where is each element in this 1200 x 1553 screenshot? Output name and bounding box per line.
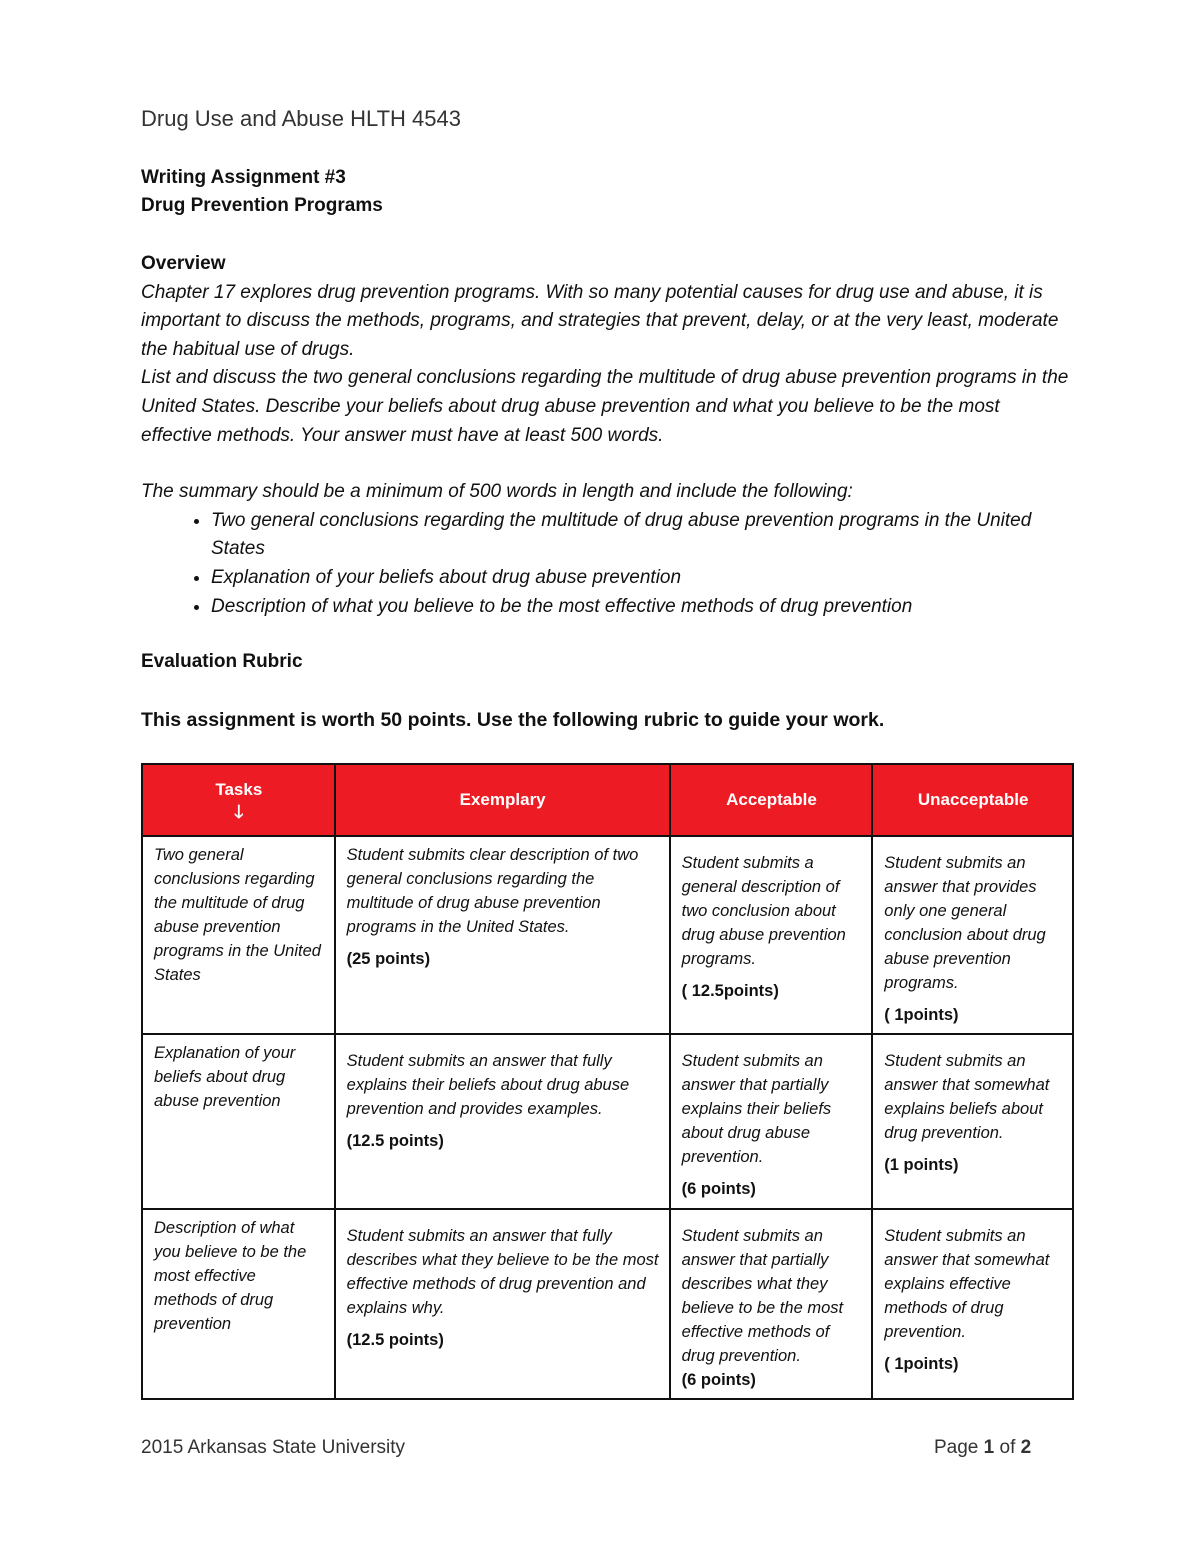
assignment-heading xyxy=(141,164,383,220)
table-header-row xyxy=(142,764,1073,836)
rubric-heading: Evaluation Rubric xyxy=(141,651,303,672)
table-row xyxy=(142,836,1073,1034)
points: (6 points) xyxy=(681,1371,756,1389)
assignment-topic: Drug Prevention Programs xyxy=(141,195,383,216)
overview-paragraph-3: The summary should be a minimum of 500 words in length and include the following: xyxy=(141,481,853,503)
acceptable-cell: Student submits a general description of two conclusion about drug abuse prevention programs. xyxy=(681,854,846,968)
table-row xyxy=(142,1209,1073,1399)
assignment-number: Writing Assignment #3 xyxy=(141,167,346,188)
overview-paragraph-2: List and discuss the two general conclusions regarding the multitude of drug abuse prevention programs in the United States. Describe your beliefs about drug abuse prevention and what you believe to be the most effective methods. Your answer must have at least 500 words. xyxy=(141,367,1069,446)
exemplary-cell: Student submits an answer that fully describes what they believe to be the most effective methods of drug prevention and explains why. xyxy=(346,1227,659,1317)
unacceptable-cell: Student submits an answer that provides only one general conclusion about drug abuse prevention programs. xyxy=(884,854,1046,992)
points: (12.5 points) xyxy=(346,1132,444,1150)
task-cell: Explanation of your beliefs about drug abuse prevention xyxy=(154,1044,296,1110)
list-item: Explanation of your beliefs about drug abuse prevention xyxy=(211,566,682,588)
points: ( 12.5points) xyxy=(681,982,779,1000)
header-acceptable: Acceptable xyxy=(670,764,873,836)
overview-section xyxy=(141,250,1071,621)
unacceptable-cell: Student submits an answer that somewhat explains effective methods of drug prevention. xyxy=(884,1227,1050,1341)
points: (1 points) xyxy=(884,1156,959,1174)
overview-paragraph-1: Chapter 17 explores drug prevention programs. With so many potential causes for drug use and abuse, it is important to discuss the methods, programs, and strategies that prevent, delay, or at the very least, moderate the habitual use of drugs. xyxy=(141,281,1059,360)
points: (12.5 points) xyxy=(346,1331,444,1349)
footer-copyright: 2015 Arkansas State University xyxy=(141,1437,406,1458)
acceptable-cell: Student submits an answer that partially explains their beliefs about drug abuse prevention. xyxy=(681,1052,832,1166)
exemplary-cell: Student submits an answer that fully explains their beliefs about drug abuse prevention and provides examples. xyxy=(346,1052,630,1118)
points: ( 1points) xyxy=(884,1355,959,1373)
page-number: Page 1 of 2 xyxy=(934,1437,1032,1458)
header-exemplary: Exemplary xyxy=(335,764,670,836)
exemplary-cell: Student submits clear description of two general conclusions regarding the multitude of drug abuse prevention programs in the United States. xyxy=(346,846,639,936)
task-cell: Description of what you believe to be the most effective methods of drug prevention xyxy=(154,1219,307,1333)
points: (6 points) xyxy=(681,1180,756,1198)
course-title: Drug Use and Abuse HLTH 4543 xyxy=(141,106,461,131)
requirements-list xyxy=(141,507,1071,621)
points: ( 1points) xyxy=(884,1006,959,1024)
list-item: Description of what you believe to be the most effective methods of drug prevention xyxy=(211,595,913,617)
header-unacceptable: Unacceptable xyxy=(872,764,1073,836)
header-tasks: Tasks 🡓 xyxy=(142,764,335,836)
list-item: Two general conclusions regarding the multitude of drug abuse prevention programs in the United States xyxy=(211,509,1032,560)
unacceptable-cell: Student submits an answer that somewhat explains beliefs about drug prevention. xyxy=(884,1052,1050,1142)
rubric-table xyxy=(141,763,1074,1400)
rubric-intro: This assignment is worth 50 points. Use the following rubric to guide your work. xyxy=(141,709,885,731)
points: (25 points) xyxy=(346,950,431,968)
acceptable-cell: Student submits an answer that partially describes what they believe to be the most effective methods of drug prevention. xyxy=(681,1227,844,1365)
task-cell: Two general conclusions regarding the multitude of drug abuse prevention programs in the United States xyxy=(154,846,321,984)
overview-heading: Overview xyxy=(141,253,226,274)
arrow-down-icon: 🡓 xyxy=(234,802,244,822)
table-row xyxy=(142,1034,1073,1209)
